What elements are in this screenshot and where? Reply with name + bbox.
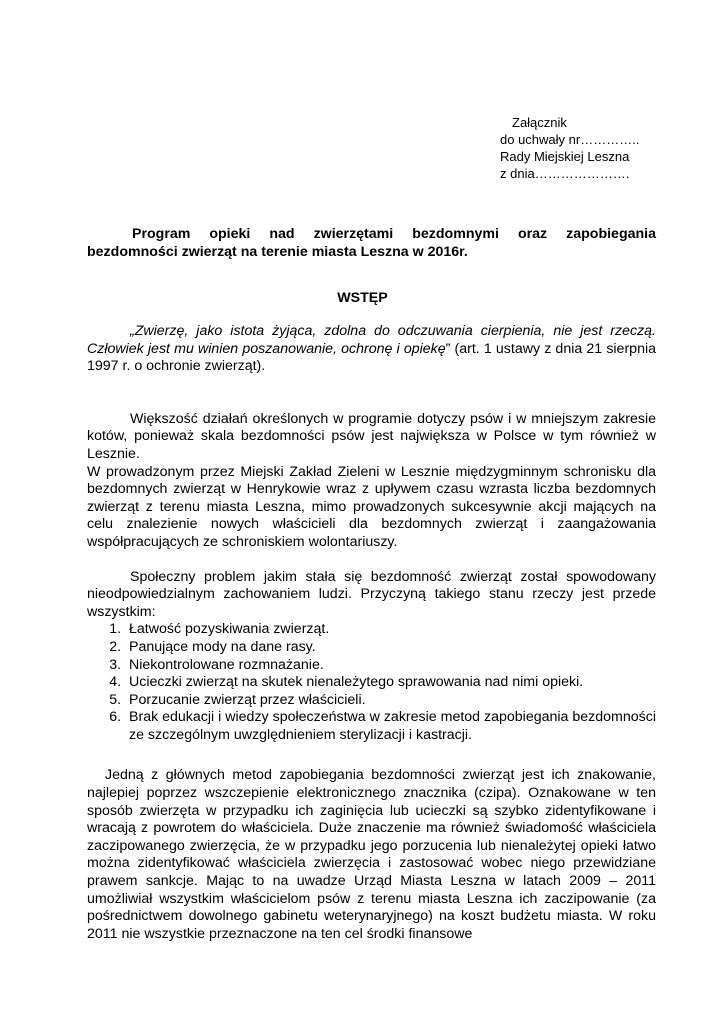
list-item: 6. Brak edukacji i wiedzy społeczeństwa w zakresie metod zapobiegania bezdomności ze szczególnym uwzględnieniem sterylizacji i kastracji. — [125, 709, 656, 744]
quote-citation: ” (art. 1 ustawy z dnia 21 sierpnia 1997 r. o ochronie zwierząt). — [87, 340, 656, 375]
header-attachment-label: Załącznik — [512, 115, 567, 130]
causes-list — [87, 621, 656, 744]
paragraph-2: W prowadzonym przez Miejski Zakład Zieleni w Lesznie międzygminnym schronisku dla bezdomnych zwierząt w Henrykowie wraz z upływem czasu wzrasta liczba bezdomnych zwierząt z terenu miasta Leszna, mimo prowadzonych sukcesywnie akcji mających na celu znalezienie nowych właścicieli dla bezdomnych zwierząt i zaangażowania współpracujących ze schroniskiem wolontariuszy. — [87, 463, 656, 550]
header-resolution-number: do uchwały nr………….. — [500, 132, 640, 147]
section-heading: WSTĘP — [337, 290, 388, 306]
paragraph-4: Jedną z głównych metod zapobiegania bezdomności zwierząt jest ich znakowanie, najlepiej poprzez wszczepienie elektronicznego znacznika (czipa). Oznakowane w ten sposób zwierzęta w przypadku ich zaginięcia lub ucieczki są szybko zidentyfikowane i wracają z powrotem do właściciela. Duże znaczenie ma również świadomość właściciela zaczipowanego zwierzęcia, że w przypadku jego porzucenia lub nienależytej opieki łatwo można zidentyfikować właściciela zwierzęcia i zastosować wobec niego przewidziane prawem sankcje. Mając to na uwadze Urząd Miasta Leszna w latach 2009 – 2011 umożliwiał wszystkim właścicielom psów z terenu miasta Leszna ich zaczipowanie (za pośrednictwem dowolnego gabinetu weterynaryjnego) na koszt budżetu miasta. W roku 2011 nie wszystkie przeznaczone na ten cel środki finansowe — [87, 767, 656, 942]
list-item: 5. Porzucanie zwierząt przez właścicieli. — [125, 692, 656, 710]
header-council: Rady Miejskiej Leszna — [500, 149, 630, 164]
paragraph-1: Większość działań określonych w programie dotyczy psów i w mniejszym zakresie kotów, ponieważ skala bezdomności psów jest największa w Polsce w tym również w Lesznie. — [87, 410, 656, 462]
list-item: 1. Łatwość pozyskiwania zwierząt. — [125, 621, 656, 639]
header-date: z dnia…………………. — [500, 166, 630, 181]
document-body — [87, 323, 656, 943]
quote-italic: „Zwierzę, jako istota żyjąca, zdolna do odczuwania cierpienia, nie jest rzeczą. Człowiek jest mu winien poszanowanie, ochronę i opiekę — [87, 323, 656, 357]
list-item: 3. Niekontrolowane rozmnażanie. — [125, 657, 656, 675]
attachment-header — [500, 114, 639, 182]
paragraph-3: Społeczny problem jakim stała się bezdomność zwierząt został spowodowany nieodpowiedzialnym zachowaniem ludzi. Przyczyną takiego stanu rzeczy jest przede wszystkim: — [87, 568, 656, 620]
list-item: 2. Panujące mody na dane rasy. — [125, 639, 656, 657]
document-title: Program opieki nad zwierzętami bezdomnymi oraz zapobiegania bezdomności zwierząt na terenie miasta Leszna w 2016r. — [87, 226, 656, 260]
list-item: 4. Ucieczki zwierząt na skutek nienależytego sprawowania nad nimi opieki. — [125, 674, 656, 692]
quote-paragraph — [87, 323, 656, 376]
